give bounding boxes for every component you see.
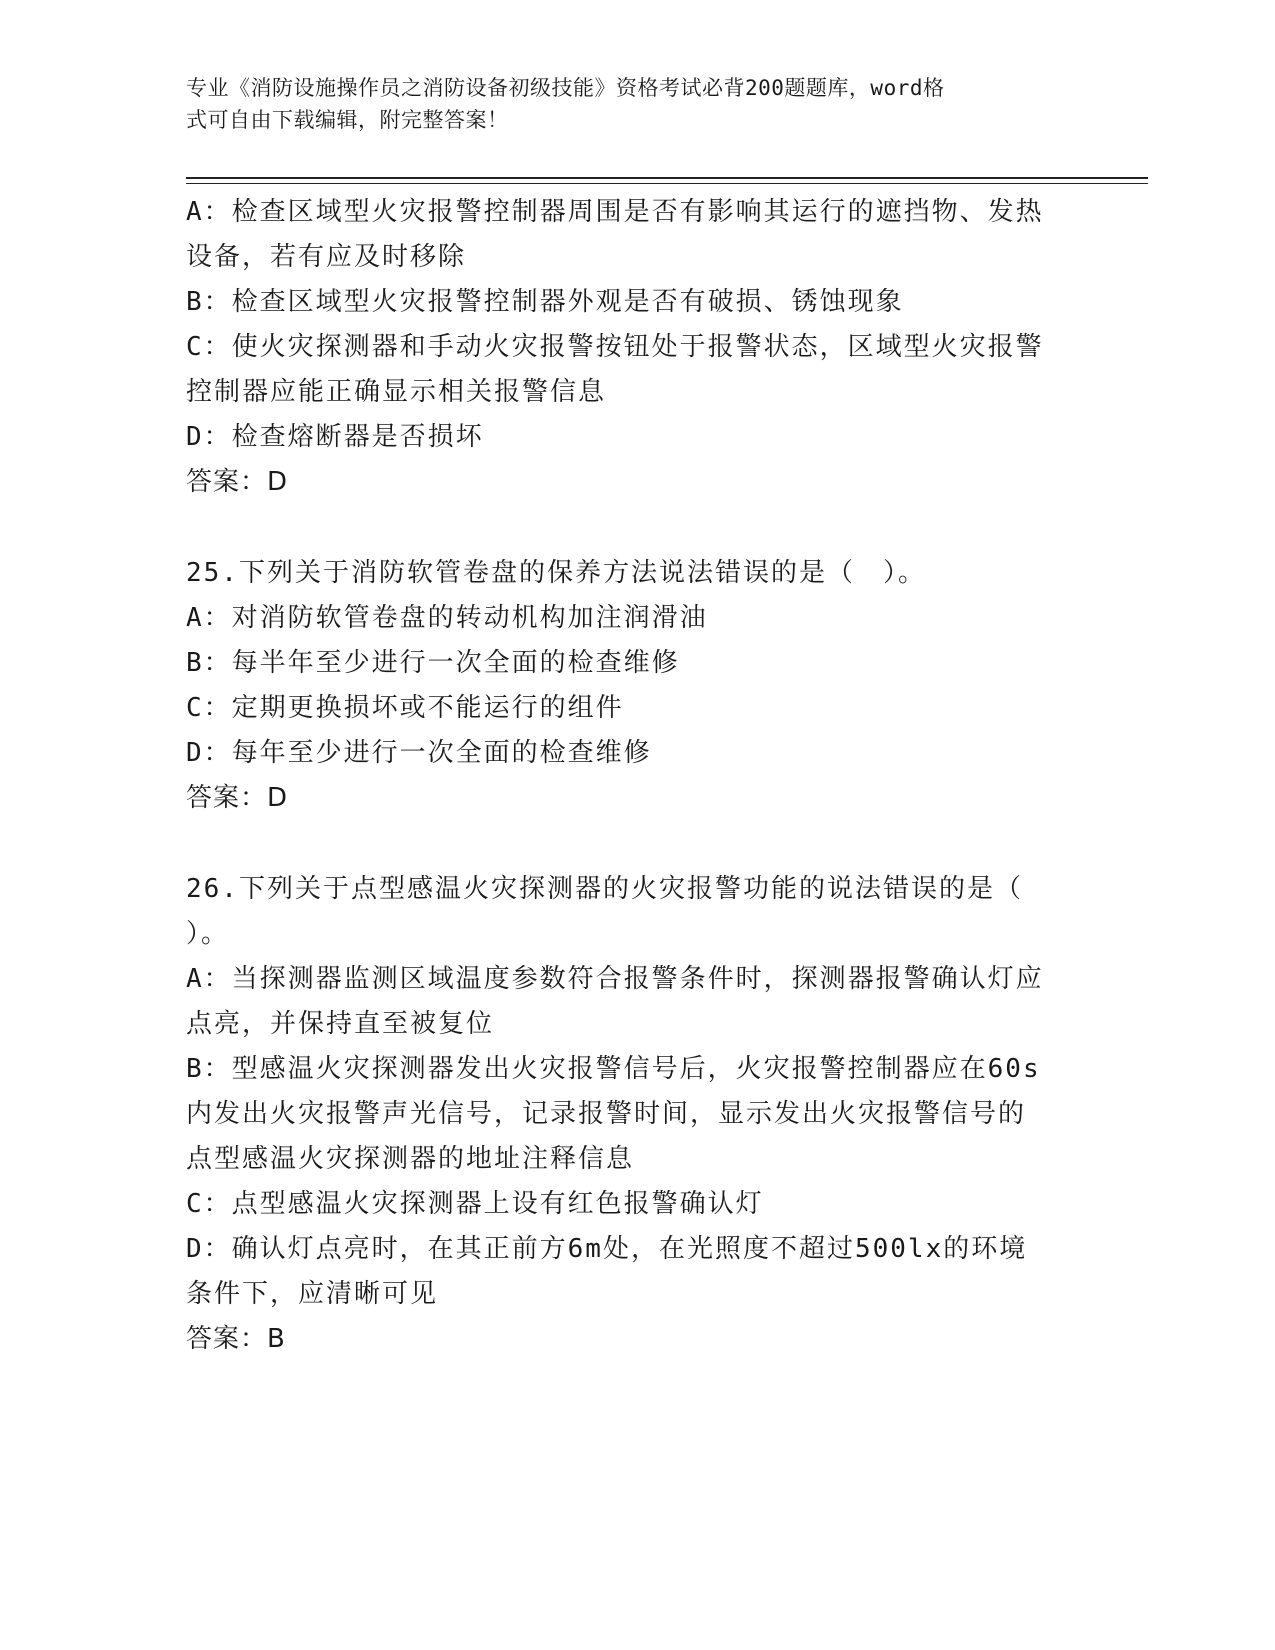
- question-text-line-2: ）。: [186, 919, 230, 949]
- option-d-line-1: D：确认灯点亮时，在其正前方6m处，在光照度不超过500lx的环境: [186, 1234, 1028, 1264]
- answer: 答案：D: [186, 467, 289, 497]
- option-b-line-3: 点型感温火灾探测器的地址注释信息: [186, 1144, 635, 1174]
- question-24-continued: [186, 190, 1066, 505]
- option-c-line-2: 控制器应能正确显示相关报警信息: [186, 377, 607, 407]
- document-header: [186, 72, 1066, 136]
- header-divider-thick: [186, 177, 1148, 179]
- option-d: D：检查熔断器是否损坏: [186, 422, 484, 452]
- option-c-line-1: C：使火灾探测器和手动火灾报警按钮处于报警状态，区域型火灾报警: [186, 332, 1044, 362]
- option-b: B：检查区域型火灾报警控制器外观是否有破损、锈蚀现象: [186, 287, 904, 317]
- spacer: [186, 505, 1066, 551]
- question-text-line-1: 26.下列关于点型感温火灾探测器的火灾报警功能的说法错误的是（: [186, 874, 1023, 904]
- option-c: C：点型感温火灾探测器上设有红色报警确认灯: [186, 1189, 764, 1219]
- option-b-line-2: 内发出火灾报警声光信号，记录报警时间，显示发出火灾报警信号的: [186, 1099, 1027, 1129]
- spacer: [186, 821, 1066, 867]
- header-divider-thin: [186, 183, 1148, 184]
- option-a-line-2: 设备，若有应及时移除: [186, 242, 467, 272]
- option-a-line-1: A：检查区域型火灾报警控制器周围是否有影响其运行的遮挡物、发热: [186, 197, 1044, 227]
- document-body: [186, 190, 1066, 1362]
- option-d: D：每年至少进行一次全面的检查维修: [186, 738, 652, 768]
- answer: 答案：D: [186, 783, 289, 813]
- header-line-1: 专业《消防设施操作员之消防设备初级技能》资格考试必背200题题库，word格: [186, 76, 945, 100]
- question-26: [186, 867, 1066, 1362]
- question-25: [186, 551, 1066, 821]
- header-line-2: 式可自由下载编辑，附完整答案！: [186, 108, 509, 132]
- option-b: B：每半年至少进行一次全面的检查维修: [186, 648, 680, 678]
- option-d-line-2: 条件下，应清晰可见: [186, 1279, 439, 1309]
- option-b-line-1: B：型感温火灾探测器发出火灾报警信号后，火灾报警控制器应在60s: [186, 1054, 1041, 1084]
- option-c: C：定期更换损坏或不能运行的组件: [186, 693, 624, 723]
- option-a-line-1: A：当探测器监测区域温度参数符合报警条件时，探测器报警确认灯应: [186, 964, 1044, 994]
- question-text: 25.下列关于消防软管卷盘的保养方法说法错误的是（ ）。: [186, 558, 926, 588]
- option-a-line-2: 点亮，并保持直至被复位: [186, 1009, 495, 1039]
- option-a: A：对消防软管卷盘的转动机构加注润滑油: [186, 603, 708, 633]
- answer: 答案：B: [186, 1324, 286, 1354]
